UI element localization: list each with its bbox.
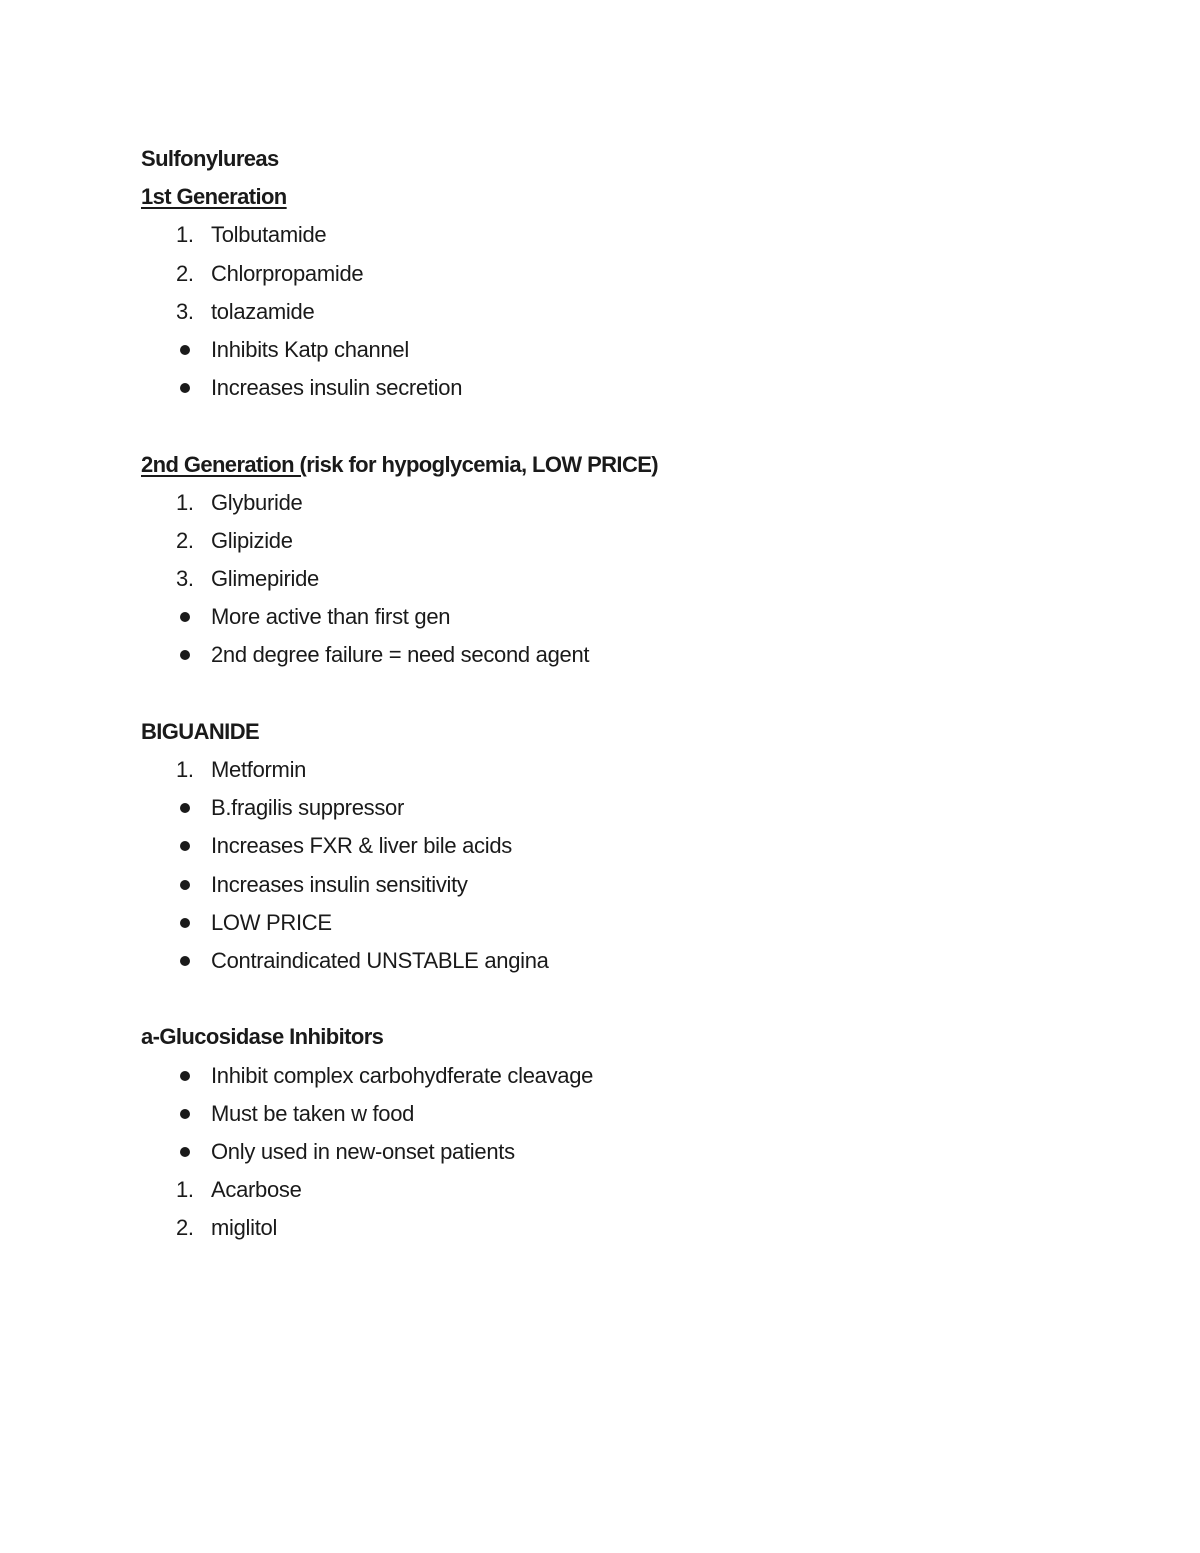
list-item-text: Increases FXR & liver bile acids: [211, 833, 512, 859]
list-item-text: Metformin: [211, 757, 307, 782]
list-number: 1.: [176, 489, 194, 515]
bullet-item: [141, 1057, 1101, 1095]
subheading-rest: risk for hypoglycemia, LOW PRICE): [306, 451, 659, 477]
list-item-text: More active than first gen: [211, 604, 451, 630]
list-item-text: 2nd degree failure = need second agent: [211, 642, 590, 668]
subheading-2nd-generation: [141, 446, 1101, 484]
list-number: 2.: [176, 1215, 194, 1241]
bullet-item: [141, 942, 1101, 980]
bullet-icon: [180, 650, 190, 660]
list-item-text: Increases insulin sensitivity: [211, 871, 468, 897]
list-item-text: Acarbose: [211, 1177, 302, 1203]
bullet-icon: [180, 1071, 190, 1081]
bullet-item: [141, 331, 1101, 369]
bullet-item: [141, 636, 1101, 674]
list-item-text: tolazamide: [211, 298, 315, 324]
list-item-text: Glipizide: [211, 527, 293, 553]
list-item-text: Inhibits Katp channel: [211, 336, 409, 362]
list-number: 1.: [176, 757, 194, 782]
list-item-text: Inhibit complex carbohydferate cleavage: [211, 1062, 594, 1088]
numbered-item: [141, 751, 1101, 789]
list-item-text: Increases insulin secretion: [211, 375, 463, 401]
bullet-item: [141, 866, 1101, 904]
blank-line: [141, 980, 1101, 1018]
bullet-item: [141, 789, 1101, 827]
list-item-text: Contraindicated UNSTABLE angina: [211, 947, 549, 973]
bullet-item: [141, 369, 1101, 407]
bullet-icon: [180, 383, 190, 393]
list-item-text: B.fragilis suppressor: [211, 795, 405, 821]
list-item-text: Tolbutamide: [211, 222, 327, 248]
numbered-item: [141, 484, 1101, 522]
list-number: 2.: [176, 260, 194, 286]
numbered-item: [141, 522, 1101, 560]
list-item-text: miglitol: [211, 1215, 278, 1241]
section-heading-sulfonylureas: Sulfonylureas: [141, 146, 279, 171]
numbered-item: [141, 560, 1101, 598]
numbered-item: [141, 1171, 1101, 1209]
section-heading-biguanide: BIGUANIDE: [141, 718, 260, 744]
bullet-icon: [180, 956, 190, 966]
list-number: 1.: [176, 222, 194, 248]
bullet-item: [141, 1095, 1101, 1133]
list-item-text: LOW PRICE: [211, 909, 332, 935]
blank-line: [141, 407, 1101, 445]
bullet-icon: [180, 803, 190, 813]
bullet-item: [141, 827, 1101, 865]
numbered-item: [141, 216, 1101, 254]
bullet-icon: [180, 612, 190, 622]
list-item-text: Glyburide: [211, 489, 303, 515]
list-item-text: Glimepiride: [211, 566, 319, 592]
numbered-item: [141, 1209, 1101, 1247]
bullet-icon: [180, 841, 190, 851]
subheading-underlined-part: 2nd Generation (: [141, 451, 307, 477]
list-number: 3.: [176, 566, 194, 592]
bullet-icon: [180, 918, 190, 928]
list-item-text: Must be taken w food: [211, 1100, 415, 1126]
bullet-item: [141, 904, 1101, 942]
list-item-text: Only used in new-onset patients: [211, 1138, 515, 1164]
bullet-icon: [180, 1147, 190, 1157]
bullet-icon: [180, 1109, 190, 1119]
blank-line: [141, 675, 1101, 713]
list-item-text: Chlorpropamide: [211, 260, 364, 286]
numbered-item: [141, 255, 1101, 293]
list-number: 2.: [176, 527, 194, 553]
bullet-item: [141, 598, 1101, 636]
list-number: 3.: [176, 298, 194, 324]
document-body: [141, 140, 1101, 1247]
bullet-icon: [180, 345, 190, 355]
numbered-item: [141, 293, 1101, 331]
list-number: 1.: [176, 1177, 194, 1203]
section-heading-a-glucosidase-inhibitors: a-Glucosidase Inhibitors: [141, 1024, 384, 1050]
bullet-icon: [180, 880, 190, 890]
subheading-1st-generation: 1st Generation: [141, 184, 287, 210]
bullet-item: [141, 1133, 1101, 1171]
